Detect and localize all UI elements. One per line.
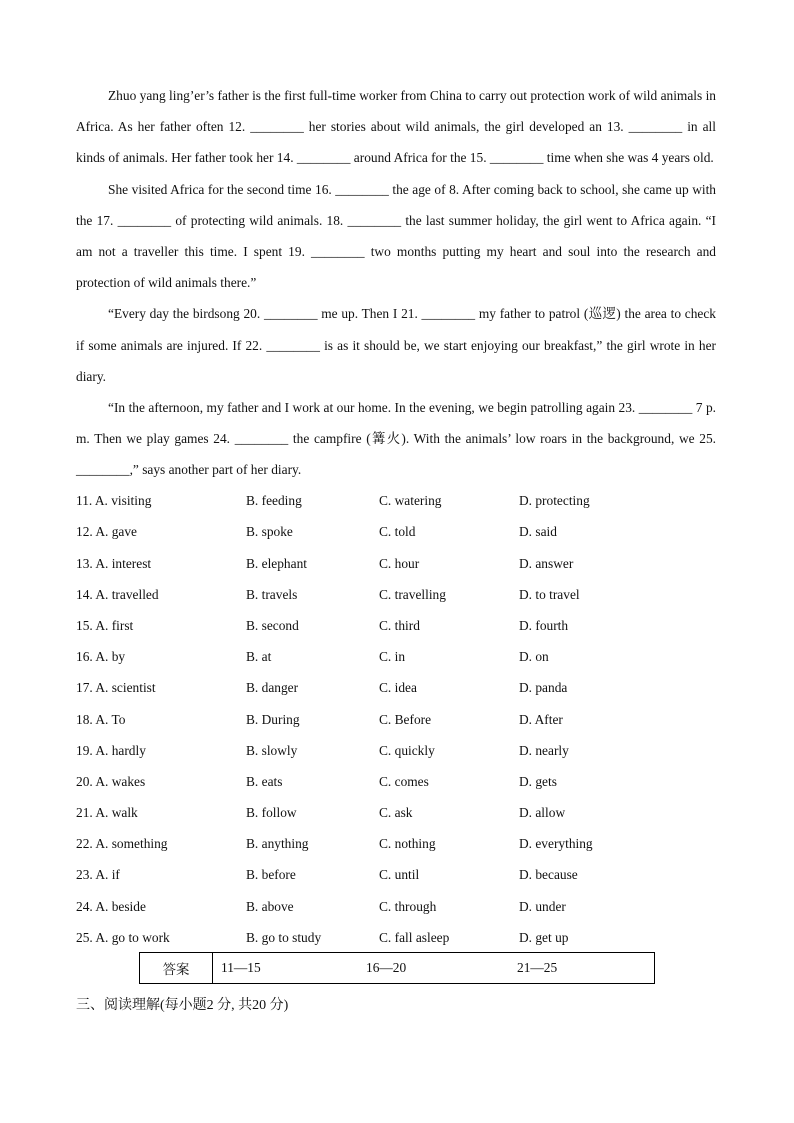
option-row [76,579,716,610]
answer-box [139,952,655,984]
option-choice: D. under [519,898,566,914]
option-choice: 16. A. by [76,649,126,665]
option-choice: D. panda [519,680,568,696]
option-choice: D. After [519,711,563,727]
option-choice: C. third [379,617,420,633]
option-row [76,548,716,579]
option-choice: 25. A. go to work [76,929,170,945]
option-choice: C. idea [379,680,417,696]
option-choice: C. nothing [379,836,436,852]
option-row [76,922,716,953]
option-choice: D. protecting [519,493,590,509]
option-choice: 11. A. visiting [76,493,152,509]
option-choice: B. slowly [246,742,298,758]
option-choice: B. anything [246,836,309,852]
option-row [76,704,716,735]
option-choice: D. answer [519,555,574,571]
option-choice: C. fall asleep [379,929,450,945]
option-choice: B. danger [246,680,299,696]
option-choice: C. hour [379,555,420,571]
option-row [76,517,716,548]
option-row [76,766,716,797]
option-row [76,642,716,673]
option-choice: D. said [519,524,557,540]
option-row [76,798,716,829]
option-choice: D. to travel [519,586,580,602]
option-choice: B. spoke [246,524,293,540]
option-choice: B. second [246,617,299,633]
option-choice: 15. A. first [76,617,134,633]
option-choice: D. nearly [519,742,569,758]
option-choice: B. eats [246,773,283,789]
option-choice: 20. A. wakes [76,773,146,789]
option-row [76,829,716,860]
answer-label: 答案 [140,953,213,983]
option-choice: B. at [246,649,272,665]
option-choice: D. allow [519,805,566,821]
option-choice: 24. A. beside [76,898,146,914]
option-row [76,860,716,891]
option-row [76,673,716,704]
option-choice: D. fourth [519,617,569,633]
option-choice: B. feeding [246,493,302,509]
passage-paragraph-1: Zhuo yang ling’er’s father is the first full-time worker from China to carry out protection work of wild animals in Africa. As her father often 12. ________ her stories about wild animals, the girl developed an 13. ________ in all kinds of animals. Her father took her 14. ________ around Africa for the 15. ________ time when she was 4 years old. [76,88,716,166]
option-choice: D. gets [519,773,557,789]
option-choice: B. above [246,898,294,914]
option-choice: 21. A. walk [76,805,138,821]
option-choice: D. get up [519,929,569,945]
option-choice: C. watering [379,493,442,509]
option-choice: B. follow [246,805,297,821]
option-choice: C. comes [379,773,429,789]
option-choice: B. travels [246,586,298,602]
worksheet-page [76,80,716,1018]
option-choice: 19. A. hardly [76,742,146,758]
option-row [76,610,716,641]
option-choice: B. go to study [246,929,322,945]
option-choice: 17. A. scientist [76,680,156,696]
section-heading: 三、阅读理解(每小题2 分, 共20 分) [76,998,289,1014]
passage-paragraph-3: “Every day the birdsong 20. ________ me up. Then I 21. ________ my father to patrol (巡逻) the area to check if some animals are injured. If 22. ________ is as it should be, we start enjoying our breakfast,” the girl wrote in her diary. [76,306,716,384]
option-choice: C. in [379,649,406,665]
option-choice: 13. A. interest [76,555,152,571]
option-row [76,486,716,517]
option-choice: C. through [379,898,437,914]
options-table [76,486,716,954]
answer-range-3: 21—25 [517,960,558,976]
option-choice: C. Before [379,711,432,727]
option-choice: C. until [379,867,420,883]
option-choice: C. told [379,524,416,540]
option-choice: C. quickly [379,742,435,758]
option-choice: C. travelling [379,586,446,602]
option-choice: 23. A. if [76,867,120,883]
option-choice: 22. A. something [76,836,168,852]
option-choice: D. everything [519,836,593,852]
option-choice: B. During [246,711,300,727]
answer-range-2: 16—20 [366,960,407,976]
option-choice: 12. A. gave [76,524,137,540]
passage-paragraph-2: She visited Africa for the second time 16. ________ the age of 8. After coming back to school, she came up with the 17. ________ of protecting wild animals. 18. ________ the last summer holiday, the girl went to Africa again. “I am not a traveller this time. I spent 19. ________ two months putting my heart and soul into the research and protection of wild animals there.” [76,181,716,291]
option-row [76,891,716,922]
answer-range-1: 11—15 [221,960,261,976]
option-choice: B. before [246,867,296,883]
cloze-passage [76,80,716,486]
option-choice: D. on [519,649,549,665]
option-choice: 14. A. travelled [76,586,159,602]
option-row [76,735,716,766]
option-choice: 18. A. To [76,711,126,727]
option-choice: C. ask [379,805,413,821]
option-choice: B. elephant [246,555,307,571]
option-choice: D. because [519,867,578,883]
passage-paragraph-4: “In the afternoon, my father and I work at our home. In the evening, we begin patrolling again 23. ________ 7 p. m. Then we play games 24. ________ the campfire (篝火). With the animals’ low roars in the background, we 25. ________,” says another part of her diary. [76,400,716,478]
